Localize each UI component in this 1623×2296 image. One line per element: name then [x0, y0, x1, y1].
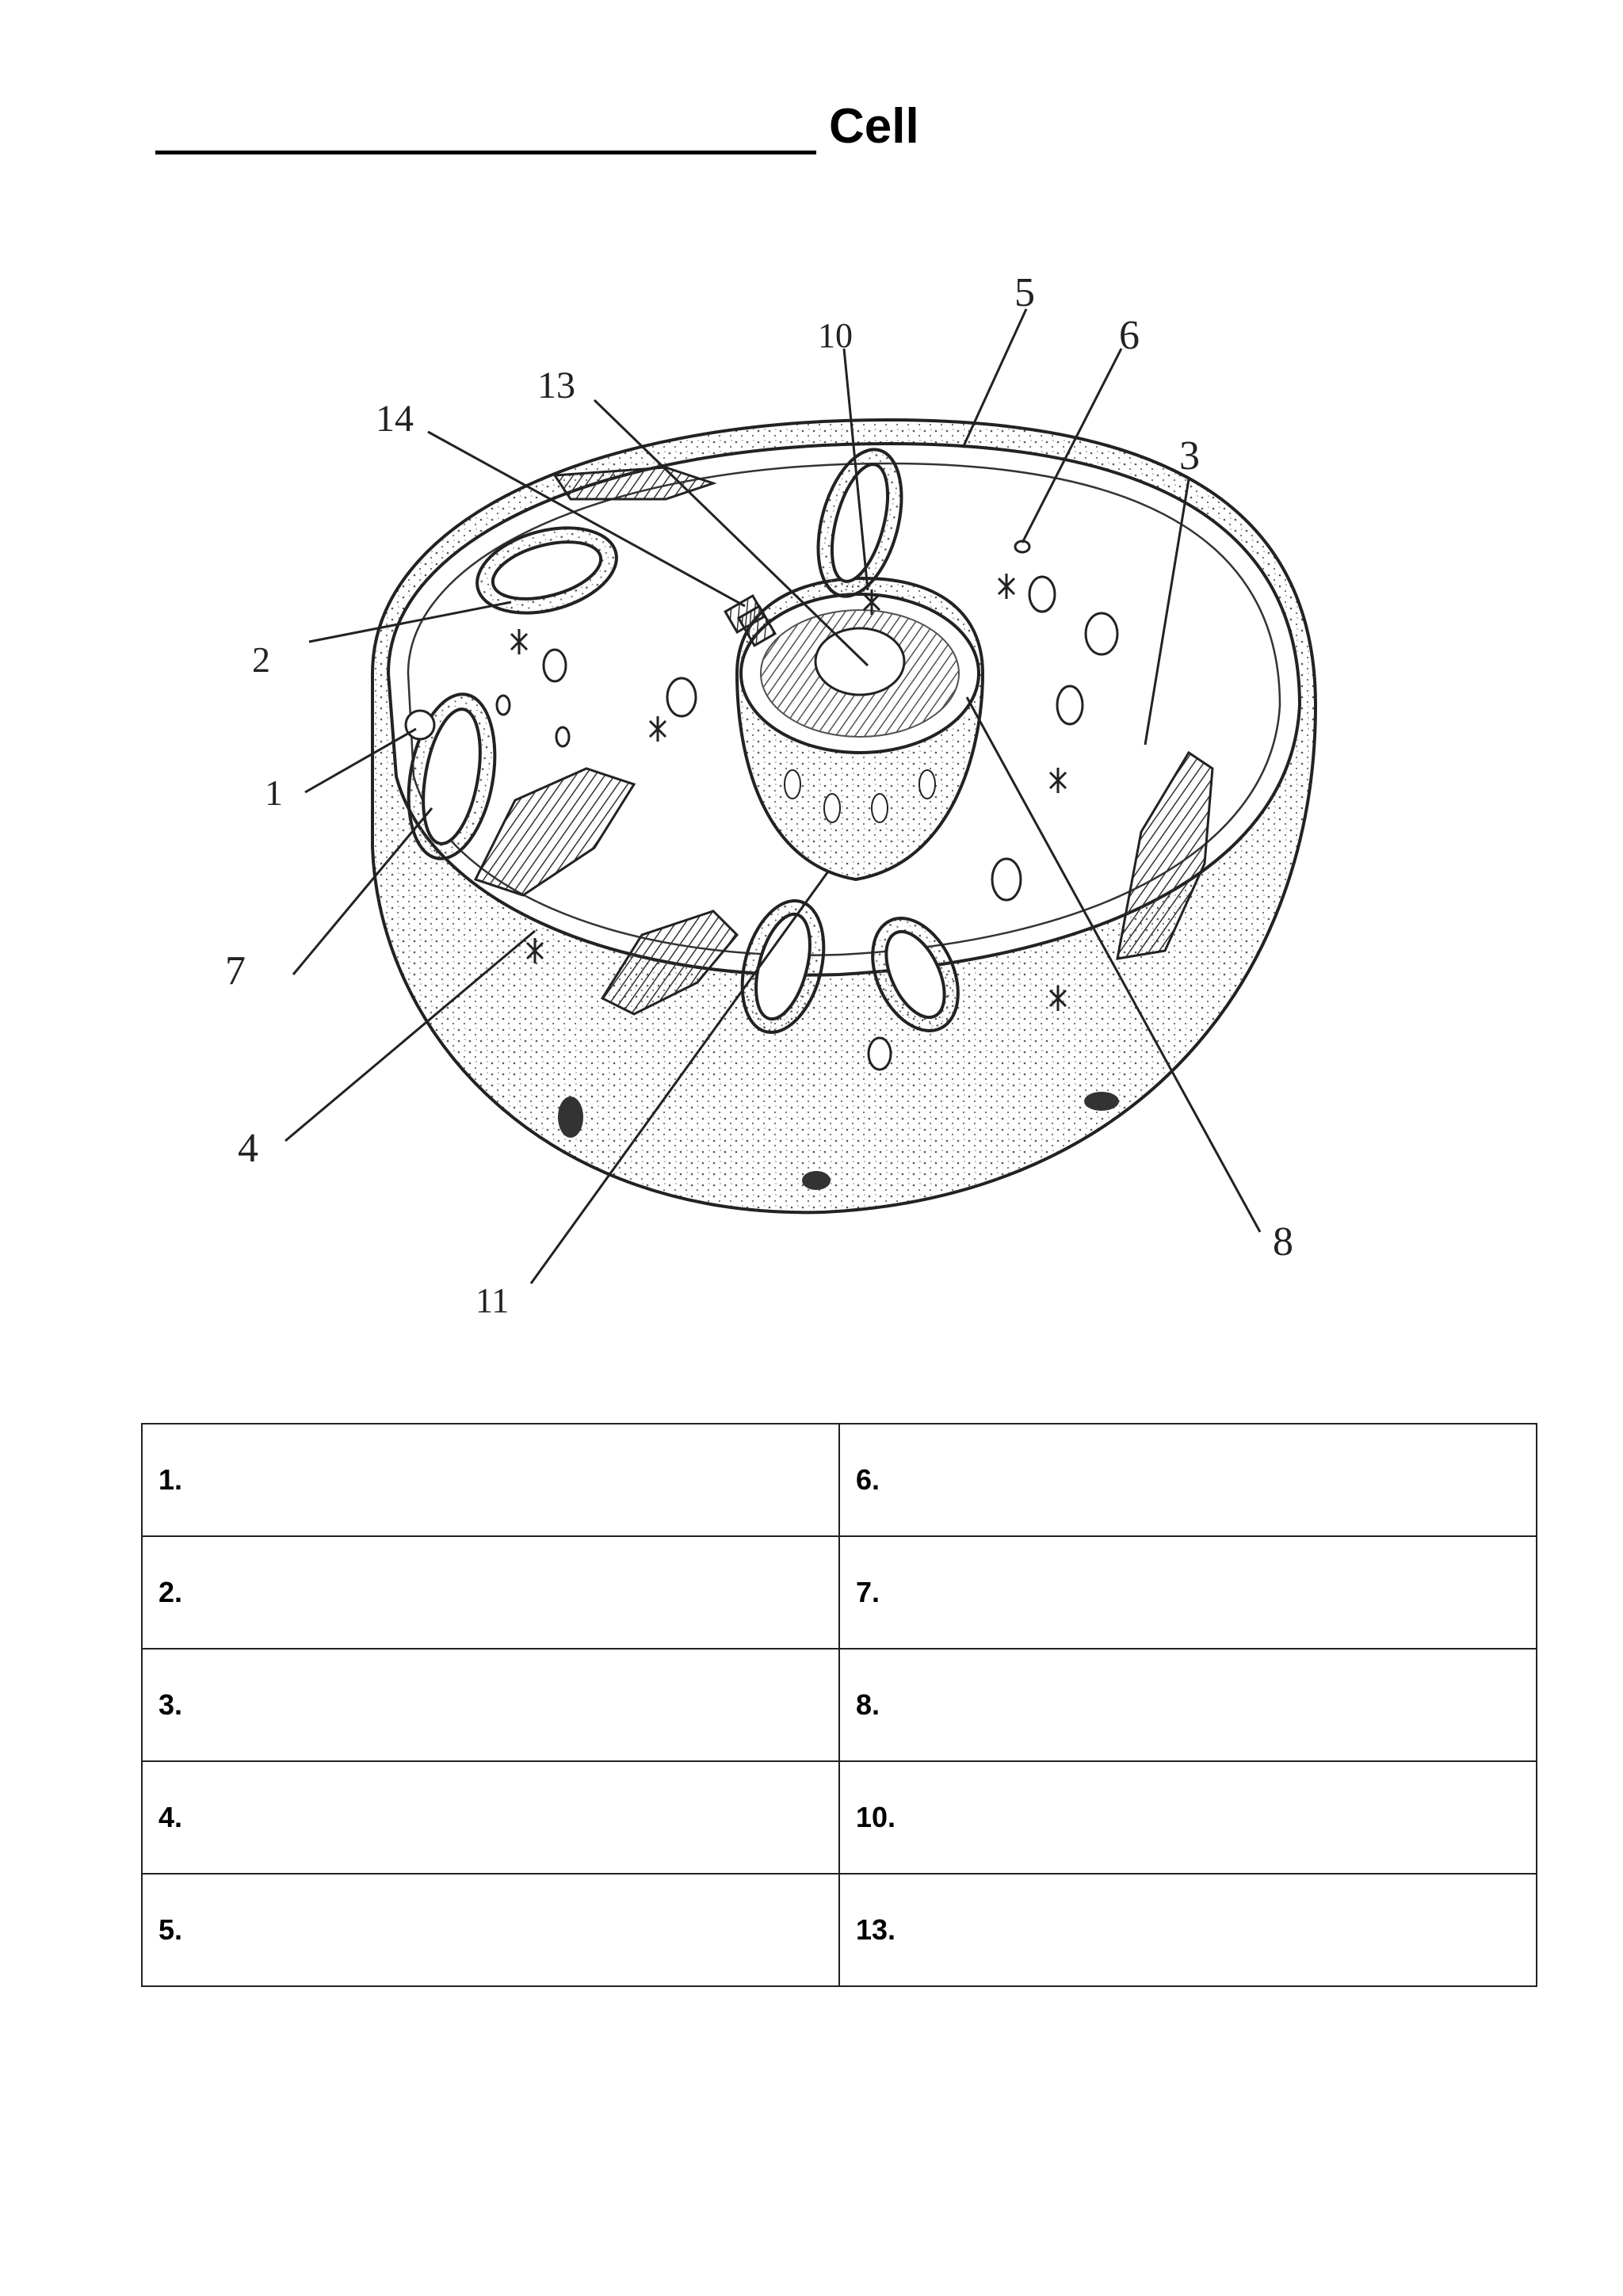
callout-8: 8	[1273, 1219, 1293, 1264]
title-blank-line	[155, 151, 816, 154]
answer-table	[141, 1423, 1537, 1987]
callout-13: 13	[537, 364, 575, 406]
callout-1: 1	[265, 772, 283, 813]
table-row	[142, 1761, 1537, 1874]
answer-cell[interactable]: 6.	[839, 1424, 1537, 1536]
callout-10: 10	[818, 316, 853, 355]
answer-cell[interactable]: 4.	[142, 1761, 839, 1874]
callout-2: 2	[252, 639, 270, 680]
table-row	[142, 1874, 1537, 1986]
table-row	[142, 1424, 1537, 1536]
callout-14: 14	[376, 398, 414, 440]
answer-cell[interactable]: 1.	[142, 1424, 839, 1536]
callout-4: 4	[238, 1126, 258, 1171]
table-row	[142, 1536, 1537, 1649]
title-word: Cell	[829, 99, 919, 154]
callout-6: 6	[1119, 313, 1140, 358]
answer-cell[interactable]: 5.	[142, 1874, 839, 1986]
answer-cell[interactable]: 2.	[142, 1536, 839, 1649]
callout-7: 7	[225, 948, 246, 994]
answer-cell[interactable]: 8.	[839, 1649, 1537, 1761]
callout-11: 11	[475, 1281, 510, 1320]
cell-drawing	[190, 261, 1395, 1371]
table-row	[142, 1649, 1537, 1761]
callout-3: 3	[1179, 433, 1200, 479]
cell-diagram	[190, 261, 1395, 1371]
answer-cell[interactable]: 7.	[839, 1536, 1537, 1649]
answer-cell[interactable]: 10.	[839, 1761, 1537, 1874]
answer-cell[interactable]: 13.	[839, 1874, 1537, 1986]
answer-cell[interactable]: 3.	[142, 1649, 839, 1761]
callout-5: 5	[1014, 270, 1035, 315]
